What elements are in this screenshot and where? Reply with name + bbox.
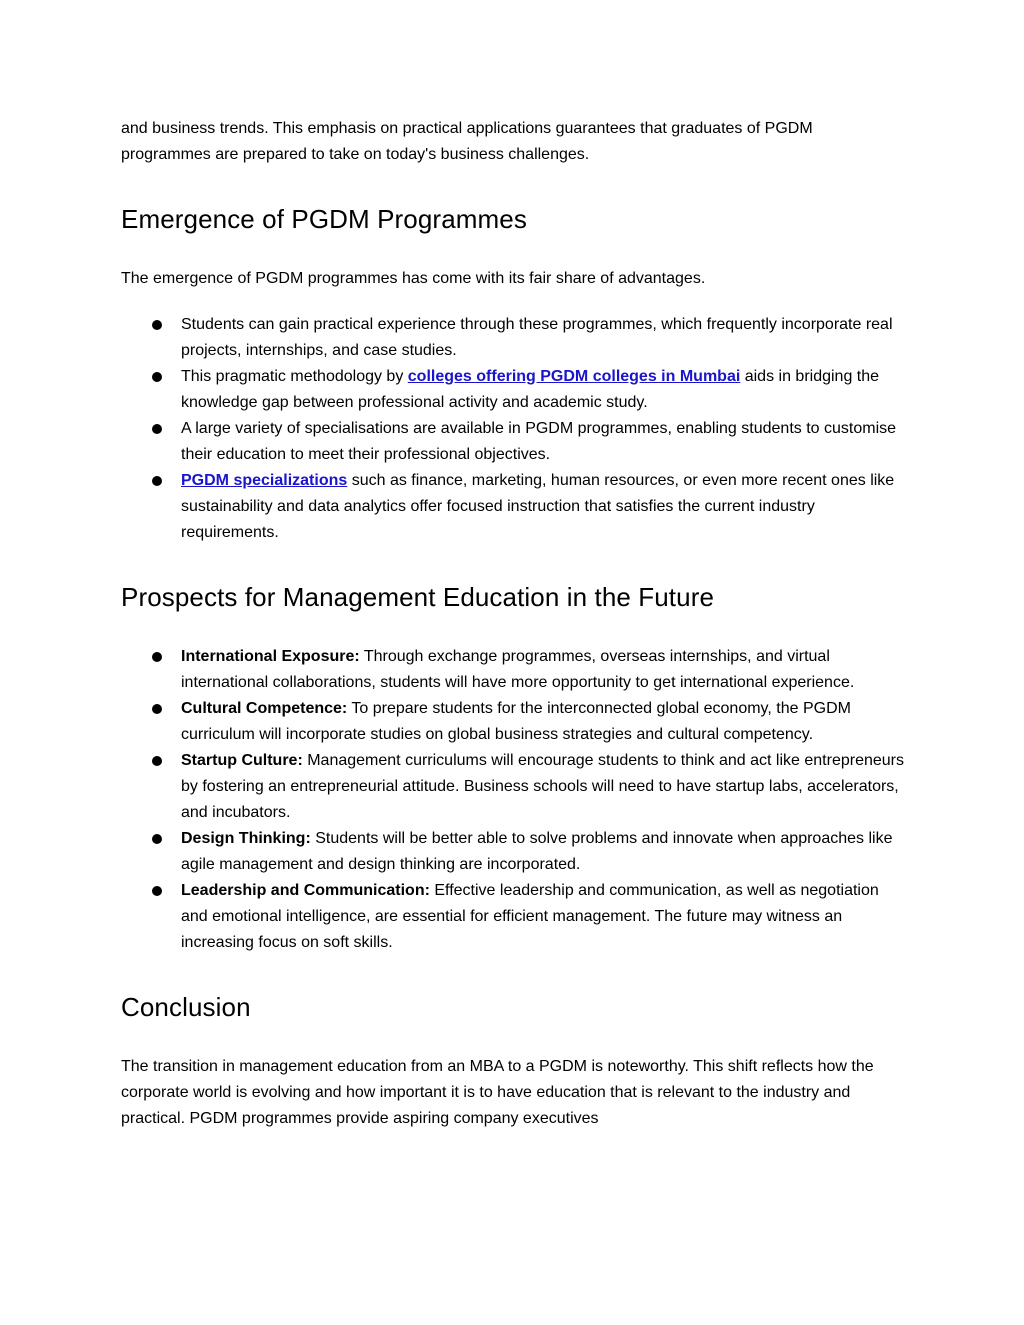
- bullet-icon: [152, 886, 162, 896]
- bullet-icon: [152, 476, 162, 486]
- bullet-icon: [152, 320, 162, 330]
- bullet-icon: [152, 834, 162, 844]
- pgdm-colleges-mumbai-link[interactable]: colleges offering PGDM colleges in Mumbai: [407, 368, 741, 385]
- bullet-icon: [152, 424, 162, 434]
- bullet-icon: [152, 652, 162, 662]
- list-item: [121, 748, 906, 826]
- conclusion-paragraph: The transition in management education from an MBA to a PGDM is noteworthy. This shift reflects how the corporate world is evolving and how important it is to have education that is relevant to the industry and practical. PGDM programmes provide aspiring company executives: [121, 1058, 874, 1127]
- list-item-text: Students can gain practical experience through these programmes, which frequently incorporate real projects, internships, and case studies.: [181, 316, 893, 359]
- list-item-text: Students will be better able to solve problems and innovate when approaches like agile management and design thinking are incorporated.: [181, 830, 893, 873]
- list-item: [121, 312, 906, 364]
- intro-paragraph: and business trends. This emphasis on practical applications guarantees that graduates of PGDM programmes are prepared to take on today's business challenges.: [121, 120, 813, 163]
- list-item-text: Through exchange programmes, overseas internships, and virtual international collaborations, students will have more opportunity to get international experience.: [181, 648, 855, 691]
- prospects-list: [121, 644, 906, 956]
- list-item-label: Startup Culture:: [181, 752, 303, 769]
- heading-prospects: Prospects for Management Education in the Future: [121, 582, 715, 612]
- list-item-label: Cultural Competence:: [181, 700, 348, 717]
- bullet-icon: [152, 756, 162, 766]
- bullet-icon: [152, 372, 162, 382]
- advantages-list: [121, 312, 906, 546]
- emergence-paragraph: The emergence of PGDM programmes has come with its fair share of advantages.: [121, 270, 706, 287]
- list-item-label: International Exposure:: [181, 648, 360, 665]
- list-item-text: Effective leadership and communication, as well as negotiation and emotional intelligence, are essential for efficient management. The future may witness an increasing focus on soft skills.: [181, 882, 879, 951]
- bullet-icon: [152, 704, 162, 714]
- list-item-text: To prepare students for the interconnected global economy, the PGDM curriculum will incorporate studies on global business strategies and cultural competency.: [181, 700, 851, 743]
- list-item: [121, 416, 906, 468]
- list-item-text: Management curriculums will encourage students to think and act like entrepreneurs by fostering an entrepreneurial attitude. Business schools will need to have startup labs, accelerators, and incubators.: [181, 752, 904, 821]
- list-item-text: such as finance, marketing, human resources, or even more recent ones like sustainability and data analytics offer focused instruction that satisfies the current industry requirements.: [181, 472, 895, 541]
- list-item-label: Leadership and Communication:: [181, 882, 430, 899]
- list-item: [121, 696, 906, 748]
- heading-conclusion: Conclusion: [121, 992, 251, 1022]
- list-item-text: A large variety of specialisations are available in PGDM programmes, enabling students to customise their education to meet their professional objectives.: [181, 420, 897, 463]
- list-item-text: aids in bridging the knowledge gap between professional activity and academic study.: [181, 368, 880, 411]
- list-item-label: Design Thinking:: [181, 830, 311, 847]
- list-item-text: This pragmatic methodology by: [181, 368, 408, 385]
- list-item: [121, 468, 906, 546]
- list-item: [121, 644, 906, 696]
- list-item: [121, 878, 906, 956]
- list-item: [121, 364, 906, 416]
- list-item: [121, 826, 906, 878]
- pgdm-specializations-link[interactable]: PGDM specializations: [181, 472, 348, 489]
- heading-emergence: Emergence of PGDM Programmes: [121, 204, 527, 234]
